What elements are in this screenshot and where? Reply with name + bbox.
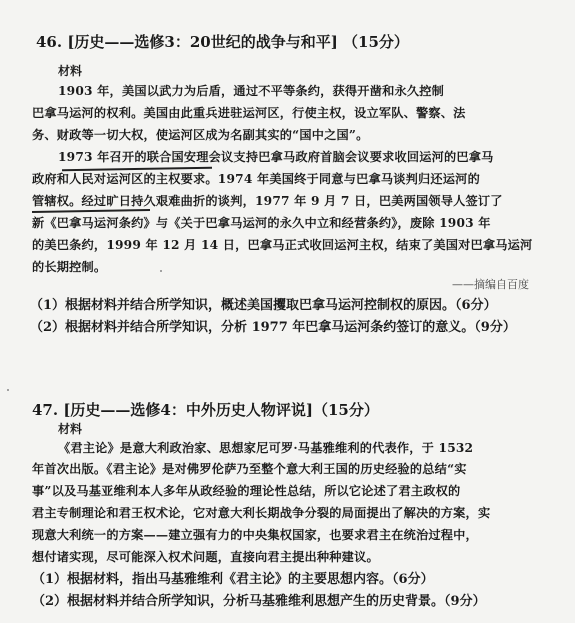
q46-line-7: 新《巴拿马运河条约》与《关于巴拿马运河的永久中立和经营条约》，废除 1903 年 [32,216,491,230]
q46-line-2: 巴拿马运河的权利。美国由此重兵进驻运河区，行使主权，设立军队、警察、法 [32,106,466,120]
q46-question-1: （1）根据材料并结合所学知识，概述美国攫取巴拿马运河控制权的原因。（6分） [30,298,497,313]
q46-line-3: 务、财政等一切大权，使运河区成为名副其实的“国中之国”。 [32,128,369,142]
q47-line-2: 年首次出版。《君主论》是对佛罗伦萨乃至整个意大利王国的历史经验的总结“实 [32,462,467,476]
scan-speck [160,270,162,272]
q46-source: ——摘编自百度 [452,278,529,291]
q47-question-2: （2）根据材料并结合所学知识，分析马基雅维利思想产生的历史背景。（9分） [32,594,486,609]
q47-question-1: （1）根据材料，指出马基雅维利《君主论》的主要思想内容。（6分） [32,572,434,587]
q46-line-5: 政府和人民对运河区的主权要求。1974 年美国终于同意与巴拿马谈判归还运河的 [32,172,480,186]
q46-line-9: 的长期控制。 [32,260,107,274]
q46-material-label: 材料 [58,64,83,78]
q47-title: 47. [历史——选修4：中外历史人物评说]（15分） [32,401,379,419]
q46-line-1: 1903 年，美国以武力为后盾，通过不平等条约，获得开凿和永久控制 [58,84,445,98]
q47-material-label: 材料 [58,422,83,436]
q46-line-6: 管辖权。经过旷日持久艰难曲折的谈判，1977 年 9 月 7 日，巴美两国领导人签订了 [32,194,503,208]
q47-line-6: 想付诸实现，尽可能深入权术问题，直接向君主提出种种建议。 [32,550,379,564]
q47-line-3: 事”以及马基亚维利本人多年从政经验的理论性总结，所以它论述了君主政权的 [32,484,461,498]
q46-question-2: （2）根据材料并结合所学知识，分析 1977 年巴拿马运河条约签订的意义。（9分） [30,320,516,335]
q46-title: 46. [历史——选修3：20世纪的战争与和平] （15分） [36,33,409,51]
handwritten-underline [32,209,150,213]
q47-line-4: 君主专制理论和君王权术论，它对意大利长期战争分裂的局面提出了解决的方案，实 [32,506,491,520]
scan-speck [7,389,9,391]
q47-line-1: 《君主论》是意大利政治家、思想家尼可罗·马基雅维利的代表作，于 1532 [58,441,474,455]
q47-line-5: 现意大利统一的方案——建立强有力的中央集权国家，也要求君主在统治过程中， [32,528,478,542]
q46-line-8: 的美巴条约，1999 年 12 月 14 日，巴拿马正式收回运河主权，结束了美国对巴拿马运河 [32,238,533,252]
q46-line-4: 1973 年召开的联合国安理会议支持巴拿马政府首脑会议要求收回运河的巴拿马 [58,150,494,164]
